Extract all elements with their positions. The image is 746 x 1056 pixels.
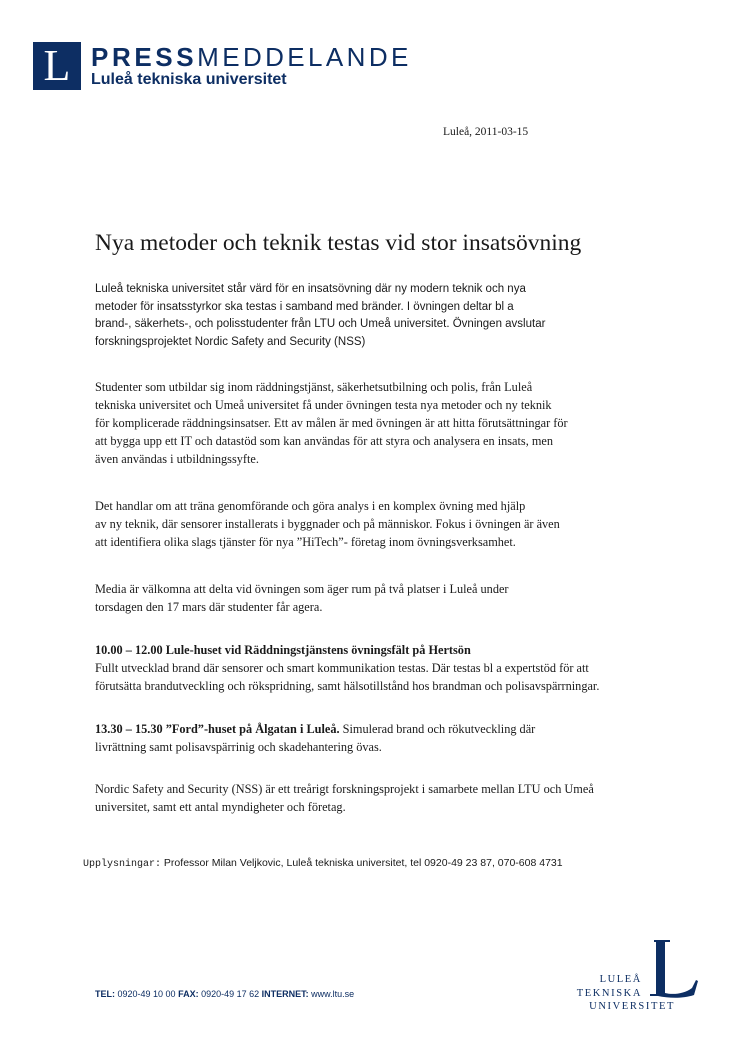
session-1-heading <box>95 641 675 659</box>
body-line: Studenter som utbildar sig inom räddningstjänst, säkerhetsutbilning och polis, från Luleå <box>95 380 533 394</box>
session-2-heading: 13.30 – 15.30 ”Ford”-huset på Ålgatan i Luleå. <box>95 722 340 736</box>
body-line: universitet, samt ett antal myndigheter och företag. <box>95 800 346 815</box>
body-line: torsdagen den 17 mars där studenter får agera. <box>95 600 323 615</box>
footer-logo-line: TEKNISKA <box>576 988 642 999</box>
ingress-line: brand-, säkerhets-, och polisstudenter från LTU och Umeå universitet. Övningen avslutar <box>95 318 546 331</box>
ltu-logo-box: L <box>33 42 81 90</box>
contact-info <box>83 857 563 870</box>
body-line: att bygga upp ett IT och datastöd som kan användas för att styra och analysera en insats, men <box>95 434 554 449</box>
press-bold-text: PRESS <box>91 42 198 72</box>
footer-logo-line: LULEÅ <box>599 974 642 985</box>
footer-tel: 0920-49 10 00 <box>115 989 179 999</box>
footer-tel-label: TEL: <box>95 989 115 999</box>
body-paragraph-media <box>95 580 675 616</box>
footer-fax-label: FAX: <box>178 989 199 999</box>
footer-internet-label: INTERNET: <box>261 989 309 999</box>
footer-logo-line: UNIVERSITET <box>589 1001 675 1012</box>
body-line: tekniska universitet och Umeå universitet få under övningen testa nya metoder och ny teknik <box>95 398 552 413</box>
footer-fax: 0920-49 17 62 <box>198 989 262 999</box>
body-line: Nordic Safety and Security (NSS) är ett treårigt forskningsprojekt i samarbete mellan LTU och Umeå <box>95 782 594 796</box>
page-title: Nya metoder och teknik testas vid stor insatsövning <box>95 230 582 256</box>
session-1 <box>95 641 675 695</box>
footer-internet-link[interactable]: www.ltu.se <box>308 989 355 999</box>
contact-text: Professor Milan Veljkovic, Luleå tekniska universitet, tel 0920-49 23 87, 070-608 4731 <box>161 857 563 869</box>
ingress-line: Luleå tekniska universitet står värd för en insatsövning där ny modern teknik och nya <box>95 283 526 295</box>
press-release-label <box>91 43 412 71</box>
body-paragraph-analysis <box>95 497 675 551</box>
body-line: att identifiera olika slags tjänster för nya ”HiTech”- företag inom övningsverksamhet. <box>95 535 516 550</box>
session-2 <box>95 720 675 756</box>
session-1-heading-text: 10.00 – 12.00 Lule-huset vid Räddningstjänstens övningsfält på Hertsön <box>95 643 471 657</box>
body-line: förutsätta brandutveckling och rökspridning, samt hälsotillstånd hos brandman och polisavspärrningar. <box>95 679 600 694</box>
body-line: Det handlar om att träna genomförande och göra analys i en komplex övning med hjälp <box>95 499 526 513</box>
ingress-line: forskningsprojektet Nordic Safety and Security (NSS) <box>95 335 366 348</box>
body-line: Media är välkomna att delta vid övningen som äger rum på två platser i Luleå under <box>95 582 509 596</box>
body-line: Fullt utvecklad brand där sensorer och smart kommunikation testas. Där testas bl a expertstöd för att <box>95 661 589 676</box>
ingress-paragraph <box>95 281 595 351</box>
session-2-first-line <box>95 720 675 738</box>
contact-label: Upplysningar: <box>83 859 162 870</box>
session-2-first-line-rest: Simulerad brand och rökutveckling där <box>339 722 536 736</box>
body-line: av ny teknik, där sensorer installerats i byggnader och på människor. Fokus i övningen är även <box>95 517 560 532</box>
body-paragraph-nss <box>95 780 675 816</box>
ltu-l-mark-icon <box>640 938 702 1000</box>
body-line: livrättning samt polisavspärrinig och skadehantering övas. <box>95 740 382 755</box>
university-name: Luleå tekniska universitet <box>91 71 287 88</box>
body-line: för komplicerade räddningsinsatser. Ett av målen är med övningen är att hitta förutsättningar för <box>95 416 568 431</box>
body-paragraph-students <box>95 378 675 468</box>
footer-contact-bar <box>95 989 354 999</box>
press-header <box>33 42 553 92</box>
press-thin-text: MEDDELANDE <box>197 42 412 72</box>
footer-ltu-logo <box>568 938 703 1018</box>
body-line: även användas i utbildningssyfte. <box>95 452 259 467</box>
ingress-line: metoder för insatsstyrkor ska testas i samband med bränder. I övningen deltar bl a <box>95 300 514 313</box>
dateline: Luleå, 2011-03-15 <box>443 126 529 138</box>
